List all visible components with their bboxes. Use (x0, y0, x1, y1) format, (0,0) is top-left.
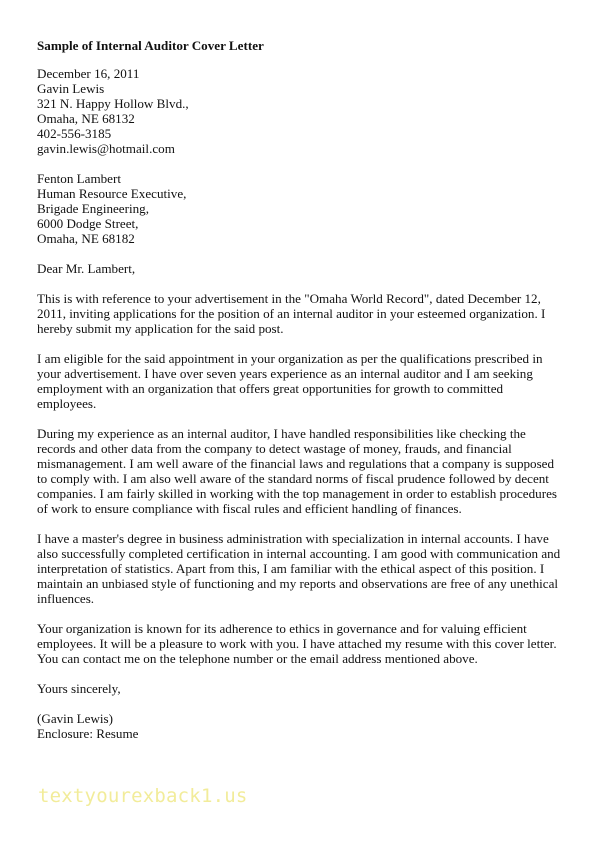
paragraph-line: employees. It will be a pleasure to work with you. I have attached my resume with this cover letter. (37, 636, 557, 651)
sender-phone: 402-556-3185 (37, 126, 112, 141)
paragraph-line: also successfully completed certification in internal accounting. I am good with communication and (37, 546, 561, 561)
body-paragraph (37, 531, 567, 606)
letter-date: December 16, 2011 (37, 66, 140, 81)
signature-name: (Gavin Lewis) (37, 711, 113, 726)
letter-page (37, 38, 567, 741)
recipient-company: Brigade Engineering, (37, 201, 149, 216)
paragraph-line: interpretation of statistics. Apart from this, I am familiar with the ethical aspect of this position. I (37, 561, 545, 576)
closing: Yours sincerely, (37, 681, 121, 696)
enclosure-note: Enclosure: Resume (37, 726, 139, 741)
paragraph-line: of work to ensure compliance with fiscal rules and efficient handling of finances. (37, 501, 462, 516)
body-paragraph (37, 351, 567, 411)
paragraph-line: hereby submit my application for the said post. (37, 321, 284, 336)
salutation: Dear Mr. Lambert, (37, 261, 136, 276)
letter-title: Sample of Internal Auditor Cover Letter (37, 38, 264, 53)
paragraph-line: influences. (37, 591, 95, 606)
paragraph-line: I have a master's degree in business administration with specialization in internal accounts. I have (37, 531, 549, 546)
paragraph-line: employees. (37, 396, 97, 411)
paragraph-line: mismanagement. I am well aware of the financial laws and regulations that a company is supposed (37, 456, 555, 471)
sender-street: 321 N. Happy Hollow Blvd., (37, 96, 189, 111)
watermark-text: textyourexback1.us (38, 785, 248, 807)
paragraph-line: your advertisement. I have over seven years experience as an internal auditor and I am seeking (37, 366, 533, 381)
paragraph-line: This is with reference to your advertisement in the "Omaha World Record", dated December 12, (37, 291, 541, 306)
body-paragraph (37, 621, 567, 666)
body-paragraph (37, 291, 567, 336)
sender-email: gavin.lewis@hotmail.com (37, 141, 175, 156)
recipient-city: Omaha, NE 68182 (37, 231, 135, 246)
paragraph-line: 2011, inviting applications for the position of an internal auditor in your esteemed organization. I (37, 306, 546, 321)
paragraph-line: You can contact me on the telephone number or the email address mentioned above. (37, 651, 478, 666)
paragraph-line: companies. I am fairly skilled in working with the top management in order to establish procedures (37, 486, 557, 501)
sender-name: Gavin Lewis (37, 81, 105, 96)
signature-block (37, 711, 567, 741)
paragraph-line: employment with an organization that offers great opportunities for growth to committed (37, 381, 504, 396)
paragraph-line: records and other data from the company to detect wastage of money, frauds, and financial (37, 441, 512, 456)
sender-city: Omaha, NE 68132 (37, 111, 135, 126)
recipient-block (37, 171, 567, 246)
recipient-street: 6000 Dodge Street, (37, 216, 139, 231)
body-paragraph (37, 426, 567, 516)
recipient-name: Fenton Lambert (37, 171, 121, 186)
sender-block (37, 66, 567, 156)
paragraph-line: to comply with. I am also well aware of the standard norms of fiscal prudence followed by decent (37, 471, 549, 486)
paragraph-line: Your organization is known for its adherence to ethics in governance and for valuing efficient (37, 621, 527, 636)
recipient-title: Human Resource Executive, (37, 186, 187, 201)
paragraph-line: maintain an unbiased style of functioning and my reports and observations are free of any unethical (37, 576, 559, 591)
paragraph-line: I am eligible for the said appointment in your organization as per the qualifications prescribed in (37, 351, 543, 366)
paragraph-line: During my experience as an internal auditor, I have handled responsibilities like checking the (37, 426, 526, 441)
